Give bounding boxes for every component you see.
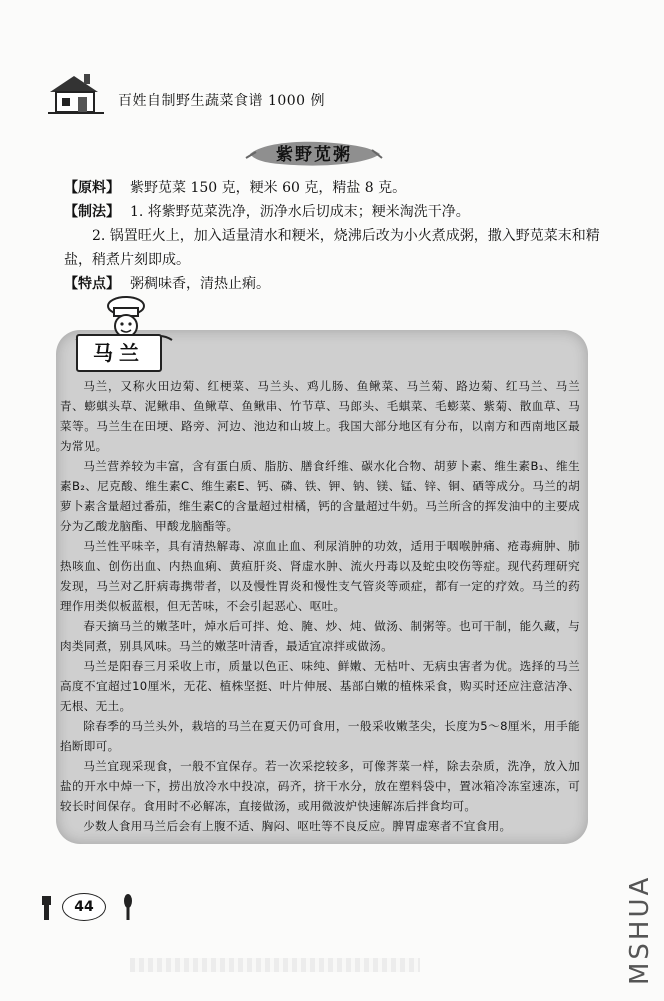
info-paragraph: 马兰，又称火田边菊、红梗菜、马兰头、鸡儿肠、鱼鳅菜、马兰菊、路边菊、红马兰、马兰青、蟛蜞头草、泥鳅串、鱼鳅草、鱼鳅串、竹节草、马郎头、毛蜞菜、毛蟛菜、紫菊、散血草、马菜等。马兰生在田埂、路旁、河边、池边和山坡上。我国大部分地区有分布，以南方和西南地区最为常见。 [60, 379, 580, 453]
method-step-1: 1. 将紫野苋菜洗净，沥净水后切成末；粳米淘洗干净。 [130, 204, 470, 220]
show-through-text [130, 958, 420, 972]
recipe-title: 紫野苋粥 [276, 145, 352, 165]
info-paragraph: 马兰是阳春三月采收上市，质量以色正、味纯、鲜嫩、无枯叶、无病虫害者为优。选择的马兰高度不宜超过10厘米，无花、植株坚挺、叶片伸展、基部白嫩的植株采食，购买时还应注意洁净、无根、无土。 [60, 659, 580, 713]
book-title: 百姓自制野生蔬菜食谱 1000 例 [118, 93, 326, 109]
house-icon [48, 72, 104, 114]
ingredients-line [64, 176, 604, 200]
method-step-2: 2. 锅置旺火上，加入适量清水和粳米，烧沸后改为小火煮成粥，撒入野苋菜末和精盐，稍煮片刻即成。 [64, 228, 600, 268]
info-paragraph: 少数人食用马兰后会有上腹不适、胸闷、呕吐等不良反应。脾胃虚寒者不宜食用。 [83, 819, 512, 833]
feature-text: 粥稠味香，清热止痢。 [130, 276, 270, 292]
info-paragraph: 马兰营养较为丰富，含有蛋白质、脂肪、膳食纤维、碳水化合物、胡萝卜素、维生素B₁、维生素B₂、尼克酸、维生素C、维生素E、钙、磷、铁、钾、钠、镁、锰、锌、铜、硒等成分。马兰的胡萝卜素含量超过番茄，维生素C的含量超过柑橘，钙的含量超过牛奶。马兰所含的挥发油中的主要成分为乙酸龙脑酯、甲酸龙脑酯等。 [60, 459, 580, 533]
recipe-body [64, 176, 604, 296]
feature-line [64, 272, 604, 296]
page-number: 44 [62, 893, 106, 921]
info-box-title: 马兰 [76, 334, 162, 372]
info-paragraph: 马兰性平味辛，具有清热解毒、凉血止血、利尿消肿的功效，适用于咽喉肿痛、疮毒痈肿、肺热咳血、创伤出血、内热血痢、黄疸肝炎、肾虚水肿、流火丹毒以及蛇虫咬伤等症。现代药理研究发现，马兰对乙肝病毒携带者，以及慢性胃炎和慢性支气管炎等顽症，都有一定的疗效。马兰的药理作用类似板蓝根，但无苦味，不会引起恶心、呕吐。 [60, 539, 580, 613]
method-line [64, 200, 604, 224]
ingredients-label: 【原料】 [64, 180, 120, 196]
method-label: 【制法】 [64, 204, 120, 220]
watermark: MSHUA [625, 874, 655, 985]
ingredients-text: 紫野苋菜 150 克，粳米 60 克，精盐 8 克。 [130, 180, 407, 196]
feature-label: 【特点】 [64, 276, 120, 292]
info-paragraph: 除春季的马兰头外，栽培的马兰在夏天仍可食用，一般采收嫩茎尖，长度为5～8厘米，用手能掐断即可。 [60, 719, 580, 753]
recipe-title-banner [244, 134, 384, 170]
info-paragraph: 马兰宜现采现食，一般不宜保存。若一次采挖较多，可像荠菜一样，除去杂质，洗净，放入加盐的开水中焯一下，捞出放冷水中投凉，码齐，挤干水分，放在塑料袋中，置冰箱冷冻室速冻，可较长时间保存。食用时不必解冻，直接做汤，或用微波炉快速解冻后拌食均可。 [60, 759, 580, 813]
info-paragraph: 春天摘马兰的嫩茎叶，焯水后可拌、炝、腌、炒、炖、做汤、制粥等。也可干制，能久藏，与肉类同煮，别具风味。马兰的嫩茎叶清香，最适宜凉拌或做汤。 [60, 619, 580, 653]
info-box-text [60, 376, 580, 836]
